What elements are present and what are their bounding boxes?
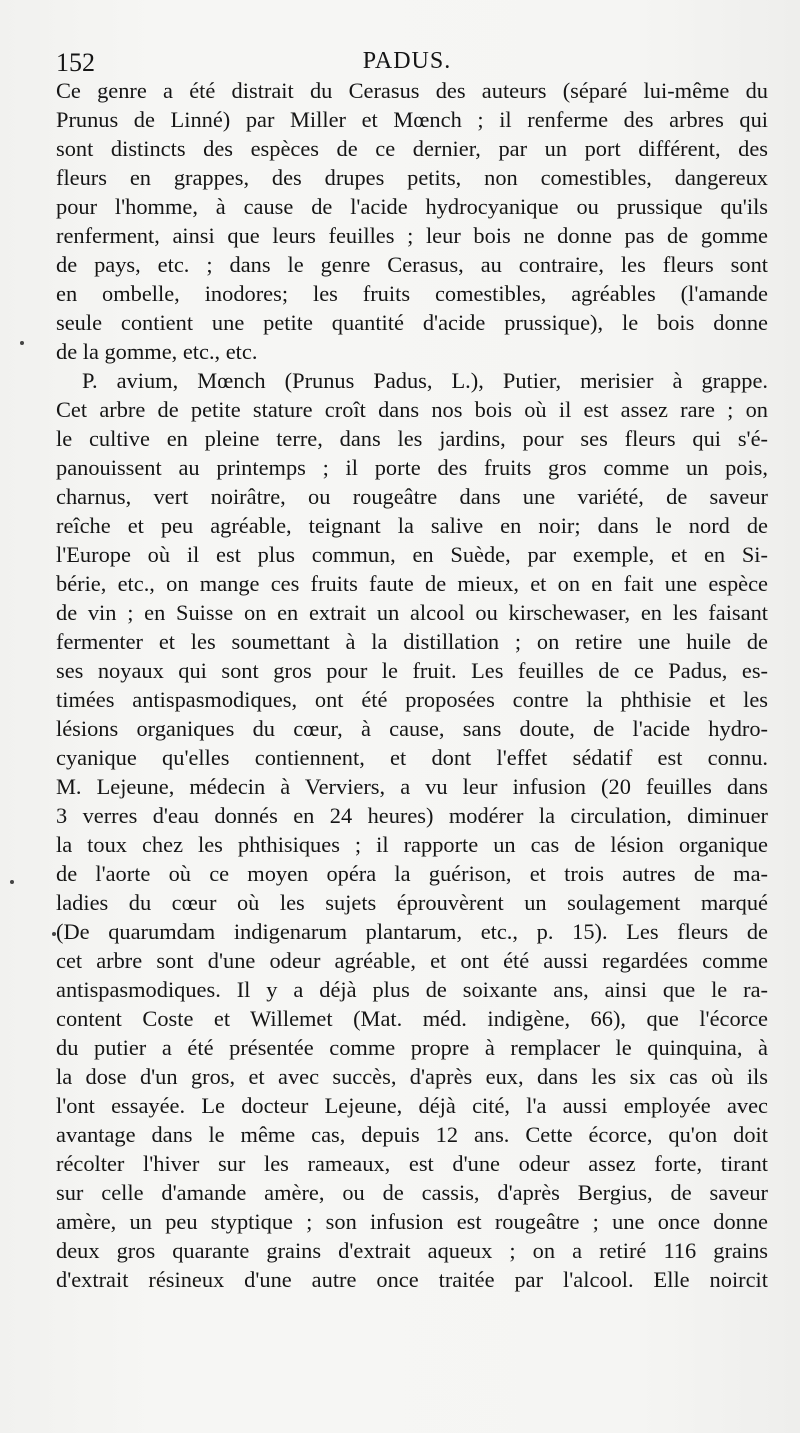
text-line: amère, un peu styptique ; son infusion est rougeâtre ; une once donne <box>56 1209 768 1234</box>
text-line: fleurs en grappes, des drupes petits, non comestibles, dangereux <box>56 165 768 190</box>
text-line: en ombelle, inodores; les fruits comestibles, agréables (l'amande <box>56 281 768 306</box>
text-line: Ce genre a été distrait du Cerasus des auteurs (séparé lui-même du <box>56 78 768 103</box>
text-line: lésions organiques du cœur, à cause, sans doute, de l'acide hydro- <box>56 716 768 741</box>
text-line: de pays, etc. ; dans le genre Cerasus, au contraire, les fleurs sont <box>56 252 768 277</box>
text-line: récolter l'hiver sur les rameaux, est d'une odeur assez forte, tirant <box>56 1151 768 1176</box>
text-line: seule contient une petite quantité d'acide prussique), le bois donne <box>56 310 768 335</box>
margin-speck <box>20 341 24 345</box>
text-line: sur celle d'amande amère, ou de cassis, d'après Bergius, de saveur <box>56 1180 768 1205</box>
text-line: reîche et peu agréable, teignant la salive en noir; dans le nord de <box>56 513 768 538</box>
page-number: 152 <box>56 48 95 77</box>
text-line: pour l'homme, à cause de l'acide hydrocyanique ou prussique qu'ils <box>56 194 768 219</box>
text-line: Cet arbre de petite stature croît dans nos bois où il est assez rare ; on <box>56 397 768 422</box>
text-line: d'extrait résineux d'une autre once traitée par l'alcool. Elle noircit <box>56 1267 768 1292</box>
text-line: de la gomme, etc., etc. <box>56 339 258 364</box>
text-line: la dose d'un gros, et avec succès, d'après eux, dans les six cas où ils <box>56 1064 768 1089</box>
text-line: le cultive en pleine terre, dans les jardins, pour ses fleurs qui s'é- <box>56 426 768 451</box>
text-line: antispasmodiques. Il y a déjà plus de soixante ans, ainsi que le ra- <box>56 977 768 1002</box>
text-line: P. avium, Mœnch (Prunus Padus, L.), Putier, merisier à grappe. <box>82 368 768 393</box>
text-line: bérie, etc., on mange ces fruits faute de mieux, et on en fait une espèce <box>56 571 768 596</box>
margin-speck <box>10 880 14 884</box>
text-line: Prunus de Linné) par Miller et Mœnch ; il renferme des arbres qui <box>56 107 768 132</box>
text-line: du putier a été présentée comme propre à remplacer le quinquina, à <box>56 1035 768 1060</box>
text-line: l'Europe où il est plus commun, en Suède, par exemple, et en Si- <box>56 542 768 567</box>
body-text <box>56 76 768 1294</box>
margin-speck <box>52 932 56 936</box>
text-line: avantage dans le même cas, depuis 12 ans. Cette écorce, qu'on doit <box>56 1122 768 1147</box>
text-line: de vin ; en Suisse on en extrait un alcool ou kirschewaser, en les faisant <box>56 600 768 625</box>
text-line: sont distincts des espèces de ce dernier, par un port différent, des <box>56 136 768 161</box>
text-line: cet arbre sont d'une odeur agréable, et ont été aussi regardées comme <box>56 948 768 973</box>
text-line: l'ont essayée. Le docteur Lejeune, déjà cité, l'a aussi employée avec <box>56 1093 768 1118</box>
text-line: (De quarumdam indigenarum plantarum, etc., p. 15). Les fleurs de <box>56 919 768 944</box>
text-line: content Coste et Willemet (Mat. méd. indigène, 66), que l'écorce <box>56 1006 768 1031</box>
page-header <box>46 40 768 76</box>
text-line: renferment, ainsi que leurs feuilles ; leur bois ne donne pas de gomme <box>56 223 768 248</box>
text-line: panouissent au printemps ; il porte des fruits gros comme un pois, <box>56 455 768 480</box>
text-line: cyanique qu'elles contiennent, et dont l'effet sédatif est connu. <box>56 745 768 770</box>
text-line: fermenter et les soumettant à la distillation ; on retire une huile de <box>56 629 768 654</box>
text-line: 3 verres d'eau donnés en 24 heures) modérer la circulation, diminuer <box>56 803 768 828</box>
text-line: timées antispasmodiques, ont été proposées contre la phthisie et les <box>56 687 768 712</box>
text-line: deux gros quarante grains d'extrait aqueux ; on a retiré 116 grains <box>56 1238 768 1263</box>
running-title: PADUS. <box>362 48 452 74</box>
text-line: ladies du cœur où les sujets éprouvèrent un soulagement marqué <box>56 890 768 915</box>
text-line: charnus, vert noirâtre, ou rougeâtre dans une variété, de saveur <box>56 484 768 509</box>
text-line: M. Lejeune, médecin à Verviers, a vu leur infusion (20 feuilles dans <box>56 774 768 799</box>
text-line: de l'aorte où ce moyen opéra la guérison, et trois autres de ma- <box>56 861 768 886</box>
text-line: la toux chez les phthisiques ; il rapporte un cas de lésion organique <box>56 832 768 857</box>
text-line: ses noyaux qui sont gros pour le fruit. Les feuilles de ce Padus, es- <box>56 658 768 683</box>
